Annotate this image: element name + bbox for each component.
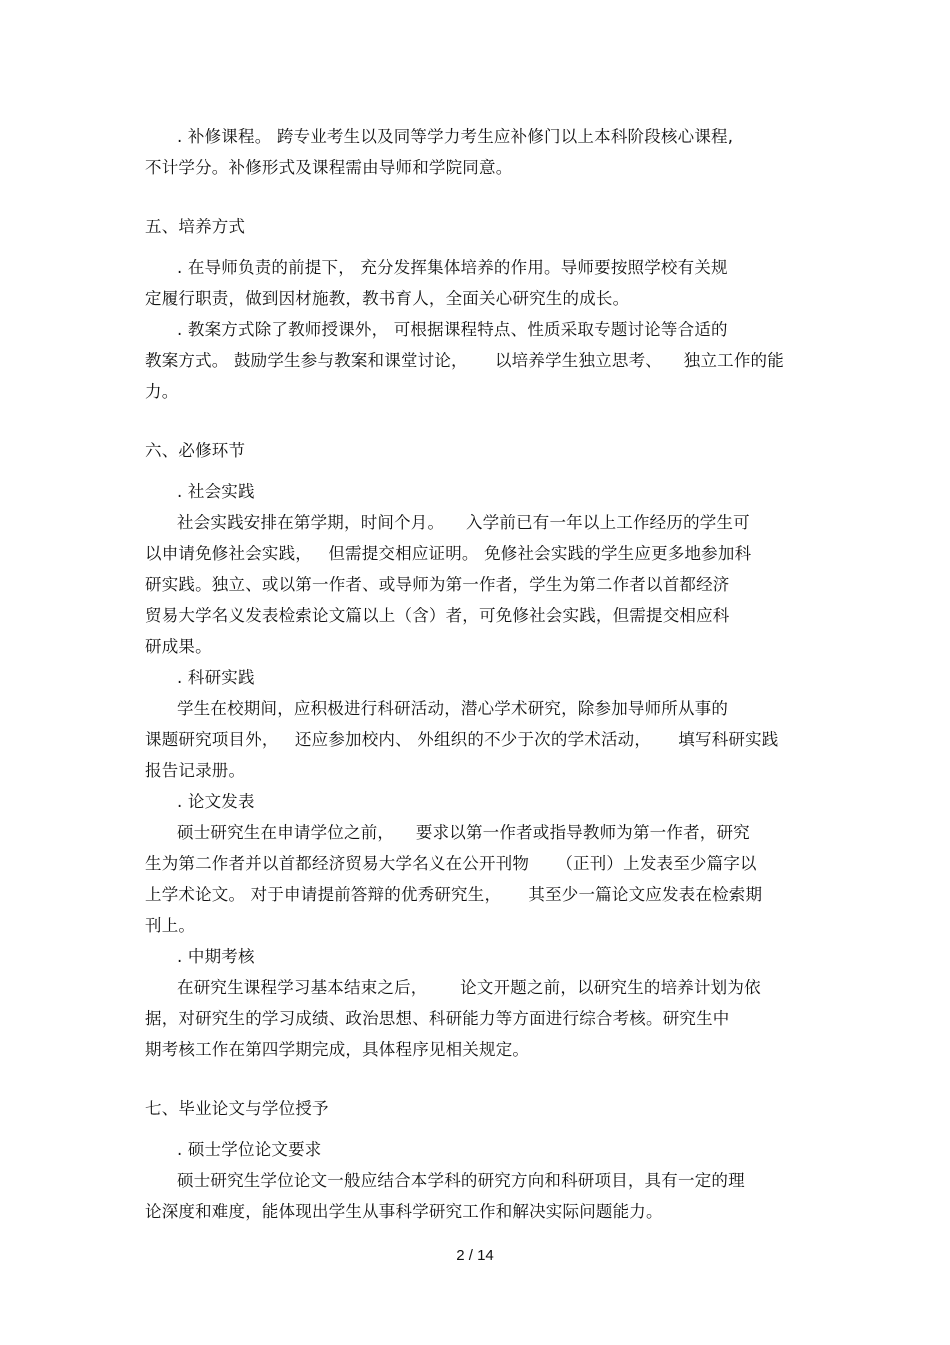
subheading: . 论文发表: [177, 792, 255, 811]
text-line: 生为第二作者并以首都经济贸易大学名义在公开刊物 （正刊）上发表至少篇字以: [145, 854, 757, 873]
text-line: 论深度和难度，能体现出学生从事科学研究工作和解决实际问题能力。: [145, 1202, 663, 1221]
text-line: 刊上。: [145, 916, 196, 935]
text-line: . 补修课程。 跨专业考生以及同等学力考生应补修门以上本科阶段核心课程,: [177, 127, 734, 146]
subheading: . 社会实践: [177, 482, 255, 501]
text-line: . 教案方式除了教师授课外， 可根据课程特点、性质采取专题讨论等合适的: [177, 320, 728, 339]
text-line: 报告记录册。: [145, 761, 246, 780]
text-line: 期考核工作在第四学期完成，具体程序见相关规定。: [145, 1040, 530, 1059]
text-line: 研实践。独立、或以第一作者、或导师为第一作者，学生为第二作者以首都经济: [145, 575, 730, 594]
text-line: 在研究生课程学习基本结束之后， 论文开题之前，以研究生的培养计划为依: [177, 978, 761, 997]
text-line: 贸易大学名义发表检索论文篇以上（含）者，可免修社会实践，但需提交相应科: [145, 606, 730, 625]
text-line: 据，对研究生的学习成绩、政治思想、科研能力等方面进行综合考核。研究生中: [145, 1009, 730, 1028]
text-line: 硕士研究生在申请学位之前， 要求以第一作者或指导教师为第一作者，研究: [177, 823, 750, 842]
subheading: . 中期考核: [177, 947, 255, 966]
text-line: 不计学分。补修形式及课程需由导师和学院同意。: [145, 158, 513, 177]
text-line: 上学术论文。 对于申请提前答辩的优秀研究生， 其至少一篇论文应发表在检索期: [145, 885, 763, 904]
text-line: 教案方式。 鼓励学生参与教案和课堂讨论， 以培养学生独立思考、 独立工作的能: [145, 351, 784, 370]
text-line: 研成果。: [145, 637, 212, 656]
section-heading: 五、培养方式: [145, 217, 246, 236]
section-heading: 七、毕业论文与学位授予: [145, 1099, 329, 1118]
text-line: 以申请免修社会实践， 但需提交相应证明。 免修社会实践的学生应更多地参加科: [145, 544, 752, 563]
text-line: 硕士研究生学位论文一般应结合本学科的研究方向和科研项目，具有一定的理: [177, 1171, 745, 1190]
text-line: 定履行职责，做到因材施教，教书育人，全面关心研究生的成长。: [145, 289, 630, 308]
subheading: . 硕士学位论文要求: [177, 1140, 322, 1159]
text-line: 课题研究项目外， 还应参加校内、 外组织的不少于次的学术活动， 填写科研实践: [145, 730, 779, 749]
text-line: . 在导师负责的前提下， 充分发挥集体培养的作用。导师要按照学校有关规: [177, 258, 728, 277]
section-heading: 六、必修环节: [145, 441, 246, 460]
page-number: 2 / 14: [456, 1247, 494, 1264]
subheading: . 科研实践: [177, 668, 255, 687]
text-line: 社会实践安排在第学期，时间个月。 入学前已有一年以上工作经历的学生可: [177, 513, 750, 532]
text-line: 力。: [145, 382, 179, 401]
text-line: 学生在校期间，应积极进行科研活动，潜心学术研究，除参加导师所从事的: [177, 699, 729, 718]
